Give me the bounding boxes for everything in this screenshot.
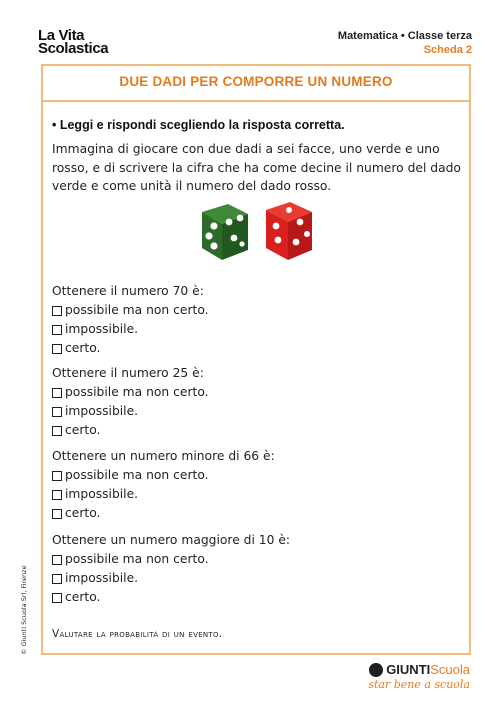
question-1: [52, 282, 209, 358]
question-2: [52, 364, 209, 440]
answer-option[interactable]: [52, 421, 209, 440]
option-label: impossibile.: [65, 571, 139, 585]
option-label: impossibile.: [65, 322, 139, 336]
checkbox-icon[interactable]: [52, 344, 62, 354]
option-label: certo.: [65, 423, 101, 437]
checkbox-icon[interactable]: [52, 388, 62, 398]
checkbox-icon[interactable]: [52, 306, 62, 316]
option-label: possibile ma non certo.: [65, 468, 209, 482]
title-divider: [43, 100, 469, 102]
answer-option[interactable]: [52, 569, 290, 588]
answer-option[interactable]: [52, 383, 209, 402]
checkbox-icon[interactable]: [52, 574, 62, 584]
option-label: certo.: [65, 341, 101, 355]
logo-line-2: Scolastica: [38, 40, 109, 57]
publisher-tagline: star bene a scuola: [368, 678, 470, 691]
checkbox-icon[interactable]: [52, 509, 62, 519]
intro-paragraph: Immagina di giocare con due dadi a sei facce, uno verde e uno rosso, e di scrivere la cifra che ha come decine il numero del dado verde e come unità il numero del dado rosso.: [52, 142, 461, 193]
option-label: certo.: [65, 590, 101, 604]
option-label: impossibile.: [65, 404, 139, 418]
checkbox-icon[interactable]: [52, 407, 62, 417]
copyright-notice: © Giunti Scuola Srl, Firenze: [20, 565, 28, 655]
answer-option[interactable]: [52, 588, 290, 607]
checkbox-icon[interactable]: [52, 490, 62, 500]
green-die-icon: [202, 204, 248, 260]
giunti-logo-icon: [369, 663, 383, 677]
answer-option[interactable]: [52, 504, 275, 523]
question-text: Ottenere il numero 70 è:: [52, 284, 204, 298]
logo-line-1: La Vita: [38, 27, 85, 44]
question-text: Ottenere un numero maggiore di 10 è:: [52, 533, 291, 547]
question-text: Ottenere il numero 25 è:: [52, 366, 204, 380]
option-label: certo.: [65, 506, 101, 520]
checkbox-icon[interactable]: [52, 593, 62, 603]
option-label: impossibile.: [65, 487, 139, 501]
checkbox-icon[interactable]: [52, 426, 62, 436]
answer-option[interactable]: [52, 550, 290, 569]
checkbox-icon[interactable]: [52, 325, 62, 335]
dice-illustration: [190, 200, 330, 270]
publisher-name: [368, 662, 470, 677]
publisher-logo: [368, 662, 470, 691]
publisher-name-accent: Scuola: [430, 662, 470, 677]
instruction-text: • Leggi e rispondi scegliendo la risposta corretta.: [52, 118, 345, 132]
publisher-name-main: GIUNTI: [386, 662, 431, 677]
sheet-label: Scheda 2: [423, 44, 472, 56]
answer-option[interactable]: [52, 485, 275, 504]
checkbox-icon[interactable]: [52, 555, 62, 565]
answer-option[interactable]: [52, 402, 209, 421]
answer-option[interactable]: [52, 301, 209, 320]
header-info: [338, 29, 472, 57]
answer-option[interactable]: [52, 339, 209, 358]
checkbox-icon[interactable]: [52, 471, 62, 481]
red-die-icon: [266, 202, 312, 260]
option-label: possibile ma non certo.: [65, 385, 209, 399]
answer-option[interactable]: [52, 466, 275, 485]
subject-label: Matematica • Classe terza: [337, 30, 472, 42]
learning-objective: Valutare la probabilità di un evento.: [52, 628, 223, 640]
answer-option[interactable]: [52, 320, 209, 339]
magazine-logo: [38, 29, 108, 55]
worksheet-title: DUE DADI PER COMPORRE UN NUMERO: [119, 74, 393, 89]
question-3: [52, 447, 275, 523]
option-label: possibile ma non certo.: [65, 303, 209, 317]
question-text: Ottenere un numero minore di 66 è:: [52, 449, 275, 463]
question-4: [52, 531, 290, 607]
option-label: possibile ma non certo.: [65, 552, 209, 566]
